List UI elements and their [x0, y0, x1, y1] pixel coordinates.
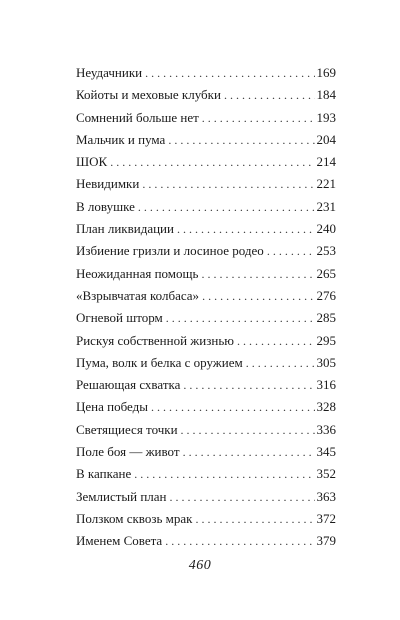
toc-entry-page: 193: [316, 109, 336, 125]
toc-entry: [76, 62, 336, 84]
toc-entry: [76, 107, 336, 129]
toc-entry-title: Огневой шторм: [76, 310, 163, 326]
toc-entry: [76, 240, 336, 262]
toc-entry: [76, 486, 336, 508]
toc-dot-leader: [202, 107, 315, 129]
toc-entry: [76, 441, 336, 463]
toc-dot-leader: [267, 240, 315, 262]
toc-entry-title: Неожиданная помощь: [76, 265, 199, 281]
toc-entry-page: 204: [316, 131, 336, 147]
toc-entry-page: 221: [316, 176, 336, 192]
toc-dot-leader: [201, 263, 314, 285]
toc-dot-leader: [202, 285, 314, 307]
toc-entry-page: 276: [316, 287, 336, 303]
toc-entry: [76, 307, 336, 329]
toc-dot-leader: [183, 441, 315, 463]
toc-entry-title: Решающая схватка: [76, 377, 181, 393]
toc-dot-leader: [151, 396, 315, 418]
toc-entry-page: 265: [316, 265, 336, 281]
toc-entry-page: 328: [316, 399, 336, 415]
toc-entry: [76, 173, 336, 195]
toc-entry-page: 372: [316, 510, 336, 526]
toc-entry: [76, 330, 336, 352]
toc-dot-leader: [246, 352, 315, 374]
toc-dot-leader: [134, 463, 314, 485]
toc-entry: [76, 129, 336, 151]
toc-entry-title: Цена победы: [76, 399, 148, 415]
toc-entry-page: 316: [316, 377, 336, 393]
toc-entry: [76, 151, 336, 173]
table-of-contents: [76, 62, 336, 553]
page-number: 460: [188, 558, 212, 573]
toc-dot-leader: [165, 530, 314, 552]
toc-entry-title: Неудачники: [76, 65, 143, 80]
toc-entry-title: Койоты и меховые клубки: [76, 87, 221, 103]
toc-dot-leader: [177, 218, 315, 240]
toc-entry-title: Пума, волк и белка с оружием: [76, 354, 243, 370]
toc-entry: [76, 530, 336, 552]
toc-entry: [76, 352, 336, 374]
toc-entry-page: 379: [316, 533, 336, 549]
toc-entry-title: Рискуя собственной жизнью: [76, 332, 234, 348]
toc-entry-title: Поле боя — живот: [76, 444, 180, 460]
toc-entry-page: 345: [316, 444, 336, 460]
toc-entry-page: 184: [316, 87, 336, 103]
toc-entry-page: 305: [316, 354, 336, 370]
toc-entry: [76, 374, 336, 396]
toc-entry: [76, 396, 336, 418]
toc-entry: [76, 419, 336, 441]
toc-entry-page: 169: [316, 65, 336, 80]
toc-dot-leader: [224, 84, 315, 106]
toc-entry-title: «Взрывчатая колбаса»: [76, 287, 200, 303]
toc-entry: [76, 218, 336, 240]
toc-entry-page: 336: [316, 421, 336, 437]
toc-entry-title: Избиение гризли и лосиное родео: [76, 243, 264, 259]
toc-entry: [76, 285, 336, 307]
toc-dot-leader: [168, 129, 314, 151]
toc-entry-page: 231: [316, 198, 336, 214]
toc-entry: [76, 84, 336, 106]
toc-entry-title: В капкане: [76, 466, 132, 482]
toc-dot-leader: [196, 508, 315, 530]
toc-dot-leader: [138, 196, 315, 218]
toc-entry-page: 352: [316, 466, 336, 482]
toc-entry-title: Ползком сквозь мрак: [76, 510, 193, 526]
toc-dot-leader: [170, 486, 315, 508]
toc-entry-title: В ловушке: [76, 198, 135, 214]
toc-dot-leader: [181, 419, 315, 441]
toc-entry: [76, 263, 336, 285]
toc-entry: [76, 196, 336, 218]
toc-entry-page: 214: [316, 154, 336, 170]
toc-entry-title: Мальчик и пума: [76, 131, 166, 147]
toc-dot-leader: [237, 330, 315, 352]
toc-entry-page: 253: [316, 243, 336, 259]
toc-entry-title: Именем Совета: [76, 533, 163, 549]
toc-dot-leader: [142, 173, 314, 195]
toc-entry-title: Невидимки: [76, 176, 140, 192]
toc-entry-title: Землистый план: [76, 488, 167, 504]
toc-entry: [76, 508, 336, 530]
toc-dot-leader: [110, 151, 314, 173]
toc-entry-title: План ликвидации: [76, 221, 174, 237]
toc-entry-title: Сомнений больше нет: [76, 109, 199, 125]
toc-entry-page: 295: [316, 332, 336, 348]
toc-dot-leader: [145, 62, 314, 84]
toc-entry-page: 285: [316, 310, 336, 326]
toc-entry-title: Светящиеся точки: [76, 421, 178, 437]
toc-dot-leader: [183, 374, 314, 396]
toc-entry-page: 363: [316, 488, 336, 504]
toc-entry-page: 240: [316, 221, 336, 237]
toc-entry-title: ШОК: [76, 154, 108, 170]
toc-entry: [76, 463, 336, 485]
toc-dot-leader: [166, 307, 315, 329]
